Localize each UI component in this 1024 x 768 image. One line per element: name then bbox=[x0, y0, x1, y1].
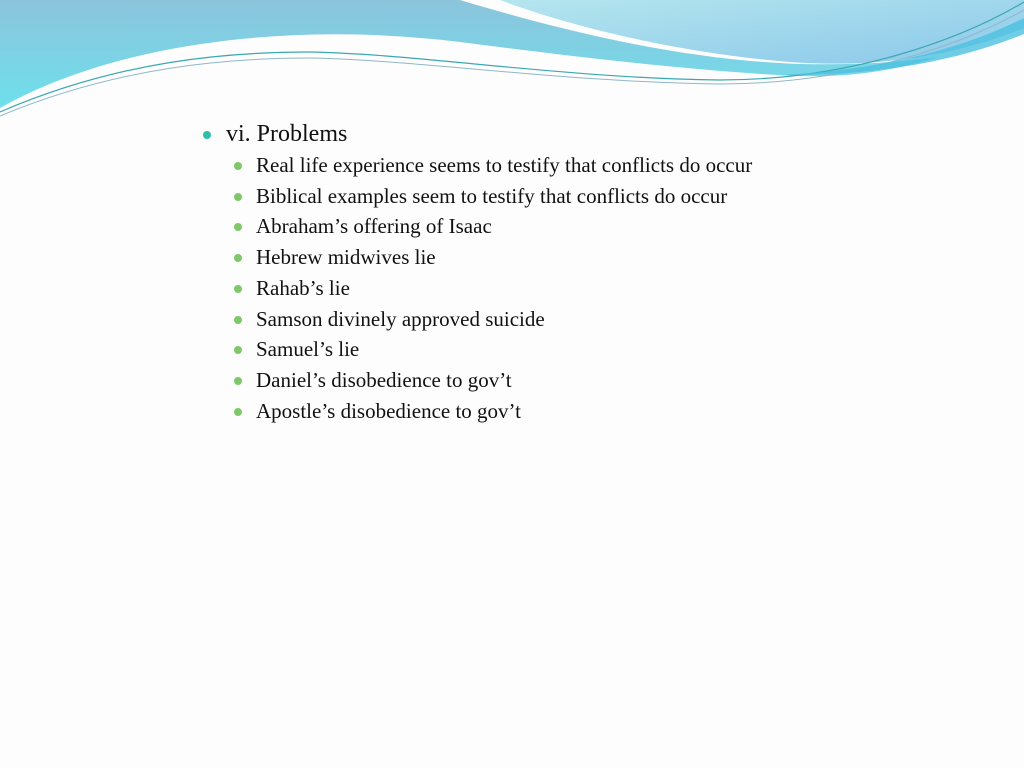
list-item bbox=[200, 150, 752, 181]
bullet-dot-icon bbox=[234, 346, 242, 354]
bullet-dot-icon bbox=[234, 193, 242, 201]
list-item-text: Samuel’s lie bbox=[256, 337, 360, 362]
bullet-dot-icon bbox=[234, 285, 242, 293]
bullet-dot-icon bbox=[234, 254, 242, 262]
slide-content bbox=[200, 118, 752, 426]
list-item bbox=[200, 181, 752, 212]
list-item-text: Samson divinely approved suicide bbox=[256, 306, 545, 331]
list-item bbox=[200, 273, 752, 304]
list-item-text: Abraham’s offering of Isaac bbox=[256, 214, 492, 239]
heading-text: vi. Problems bbox=[226, 121, 348, 147]
list-item-text: Daniel’s disobedience to gov’t bbox=[256, 367, 512, 392]
sub-bullet-list bbox=[200, 150, 752, 426]
list-item-text: Real life experience seems to testify that conflicts do occur bbox=[256, 153, 753, 177]
list-item bbox=[200, 211, 752, 242]
list-item bbox=[200, 365, 752, 396]
list-item-text: Rahab’s lie bbox=[256, 275, 350, 300]
list-item bbox=[200, 242, 752, 273]
list-item bbox=[200, 334, 752, 365]
list-item-text: Hebrew midwives lie bbox=[256, 245, 436, 270]
list-item bbox=[200, 304, 752, 335]
bullet-dot-icon bbox=[234, 377, 242, 385]
bullet-heading bbox=[200, 118, 752, 150]
list-item-text: Apostle’s disobedience to gov’t bbox=[256, 398, 521, 423]
header-wave-decoration bbox=[0, 0, 1024, 130]
bullet-dot-icon bbox=[234, 162, 242, 170]
bullet-dot-icon bbox=[203, 131, 211, 139]
bullet-dot-icon bbox=[234, 223, 242, 231]
list-item-text: Biblical examples seem to testify that conflicts do occur bbox=[256, 183, 728, 208]
list-item bbox=[200, 396, 752, 427]
bullet-dot-icon bbox=[234, 408, 242, 416]
bullet-dot-icon bbox=[234, 316, 242, 324]
